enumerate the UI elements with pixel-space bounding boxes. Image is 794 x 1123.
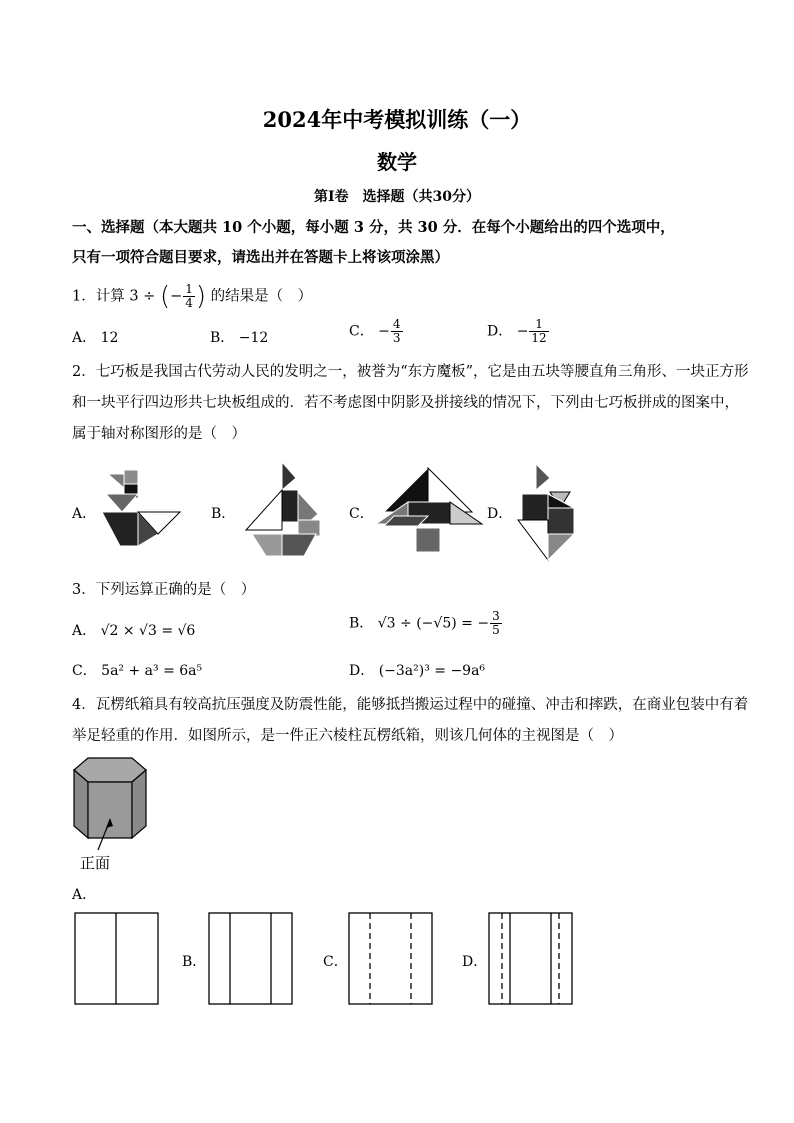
q1-suffix: 的结果是（ ） — [210, 288, 313, 305]
q2-option-b-label[interactable]: B． — [211, 506, 236, 522]
question-1-stem — [72, 283, 312, 310]
front-view-option-b[interactable] — [208, 912, 294, 1006]
question-2-line-2: 和一块平行四边形共七块板组成的．若不考虑图中阴影及拼接线的情况下，下列由七巧板拼成的图案中， — [72, 395, 739, 411]
q2-option-c-label[interactable]: C． — [349, 506, 374, 522]
q1-option-c[interactable]: C． − $\frac{4}{3}$ — [349, 317, 401, 345]
subject-title: 数学 — [377, 150, 417, 174]
q3-option-c[interactable]: C． 5a² + a³ = 6a⁵ — [72, 663, 203, 679]
question-2-line-1: 2．七巧板是我国古代劳动人民的发明之一，被誉为“东方魔板”，它是由五块等腰直角三角形、一块正方形 — [72, 364, 749, 380]
left-paren: ( — [159, 281, 171, 312]
q4-option-d-label[interactable]: D． — [462, 954, 488, 970]
q4-option-c-label[interactable]: C． — [323, 954, 348, 970]
instructions-line-1: 一、选择题（本大题共 10 个小题，每小题 3 分，共 30 分．在每个小题给出的四个选项中， — [72, 219, 675, 236]
front-label: 正面 — [80, 854, 111, 872]
front-view-option-a[interactable] — [74, 912, 160, 1006]
instructions-line-2: 只有一项符合题目要求，请选出并在答题卡上将该项涂黑） — [72, 249, 449, 266]
question-4-line-2: 举足轻重的作用．如图所示，是一件正六棱柱瓦楞纸箱，则该几何体的主视图是（ ） — [72, 728, 623, 744]
tangram-fruit-figure[interactable] — [512, 460, 582, 566]
q4-option-a-label[interactable]: A． — [72, 887, 97, 903]
q2-option-d-label[interactable]: D． — [487, 506, 513, 522]
question-3-stem: 3．下列运算正确的是（ ） — [72, 582, 256, 598]
front-view-option-d[interactable] — [488, 912, 574, 1006]
q1-option-a[interactable]: A． 12 — [72, 330, 119, 346]
tangram-tree-figure[interactable] — [374, 466, 484, 566]
q1-option-b[interactable]: B． −12 — [210, 330, 269, 346]
exam-title: 2024年中考模拟训练（一） — [262, 107, 532, 132]
section-title: 第Ⅰ卷 选择题（共30分） — [313, 189, 481, 205]
q1-option-d[interactable]: D． − $\frac{1}{12}$ — [487, 317, 547, 345]
q3-option-d[interactable]: D． (−3a²)³ = −9a⁶ — [349, 663, 486, 679]
q1-prefix: 1．计算 3 ÷ — [72, 288, 156, 305]
question-4-line-1: 4．瓦楞纸箱具有较高抗压强度及防震性能，能够抵挡搬运过程中的碰撞、冲击和摔跌，在商业包装中有着 — [72, 697, 749, 713]
tangram-swan-figure[interactable] — [98, 468, 184, 554]
q3-option-a[interactable]: A． √2 × √3 = √6 — [72, 623, 196, 639]
q4-option-b-label[interactable]: B． — [182, 954, 207, 970]
q1-fraction: $\frac{1}{4}$ — [185, 282, 193, 310]
tangram-sailboat-figure[interactable] — [238, 460, 324, 560]
right-paren: ) — [195, 281, 207, 312]
hexagonal-prism-figure — [72, 756, 152, 846]
q1-minus: − — [170, 288, 183, 305]
q2-option-a-label[interactable]: A． — [72, 506, 97, 522]
front-view-option-c[interactable] — [348, 912, 434, 1006]
question-2-line-3: 属于轴对称图形的是（ ） — [72, 426, 246, 442]
q3-option-b[interactable]: B． √3 ÷ (−√5) = − $\frac{3}{5}$ — [349, 609, 500, 637]
